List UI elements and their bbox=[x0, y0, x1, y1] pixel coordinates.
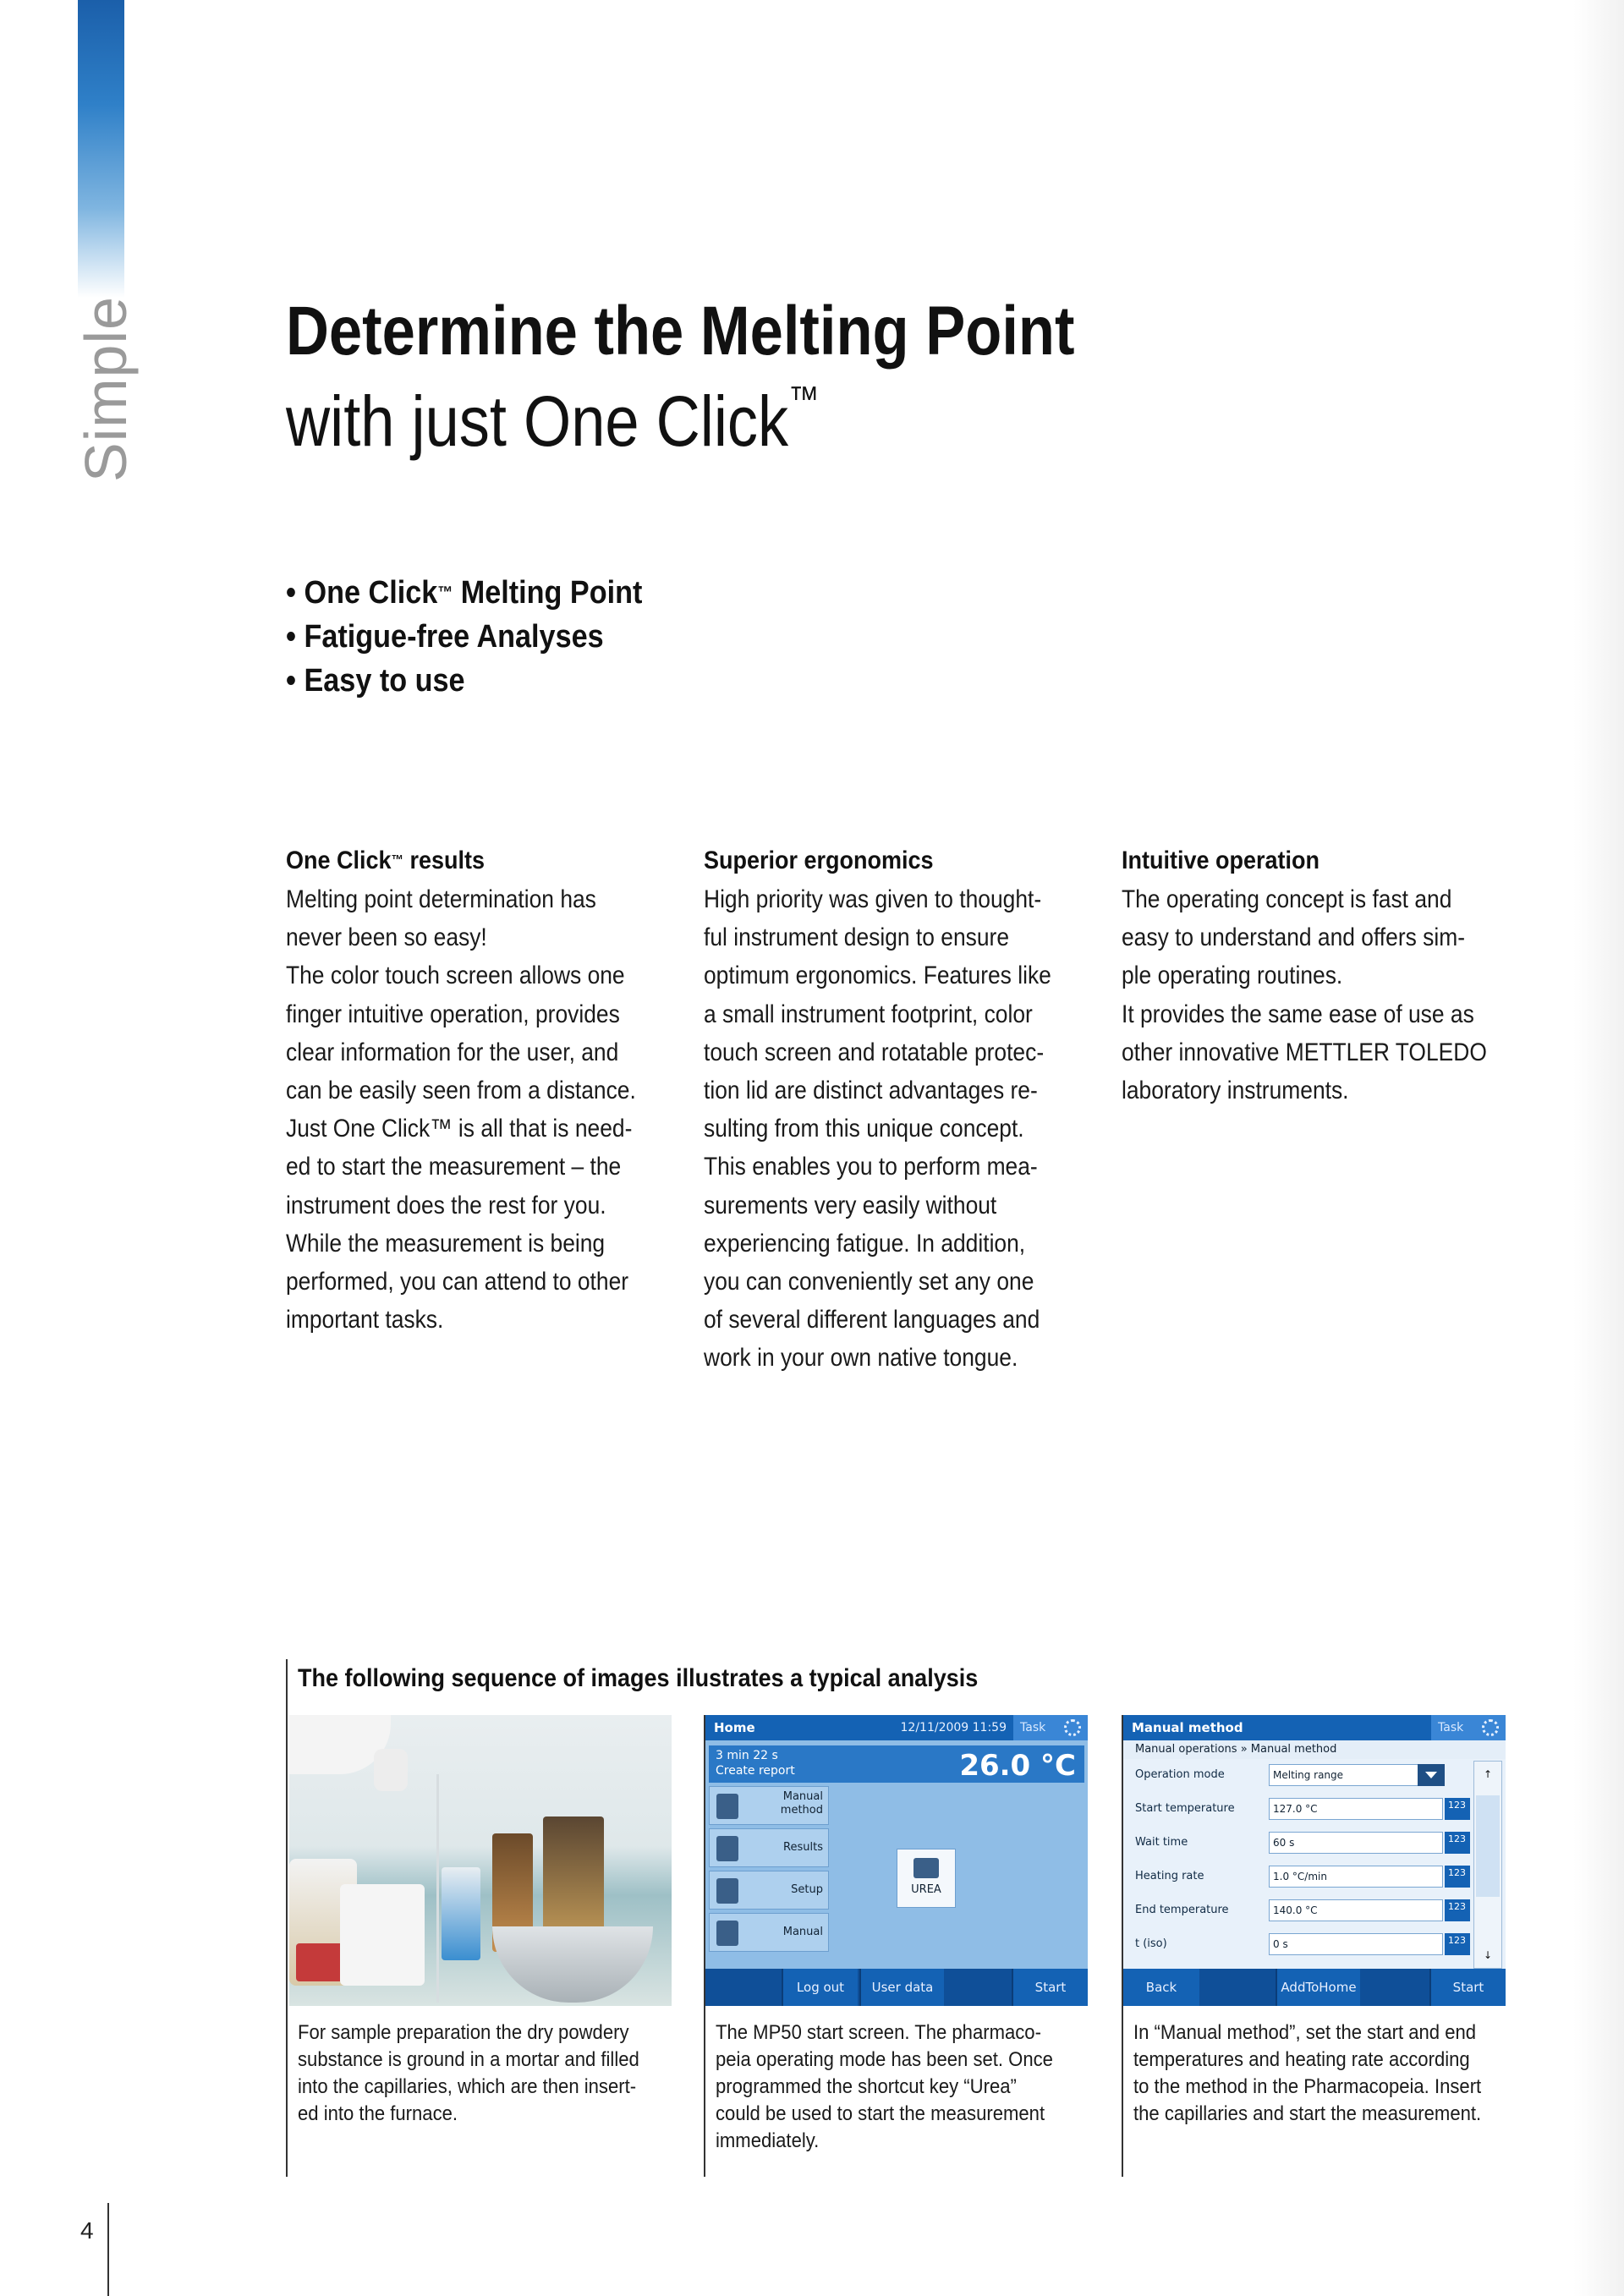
start-button[interactable]: Start bbox=[1429, 1969, 1506, 2006]
field-label: t (iso) bbox=[1135, 1937, 1167, 1950]
task-label: Task bbox=[1020, 1721, 1046, 1734]
heating-rate-field[interactable]: 1.0 °C/min bbox=[1269, 1866, 1443, 1888]
breadcrumb: Manual operations » Manual method bbox=[1123, 1740, 1506, 1759]
numeric-keypad-icon[interactable]: 123 bbox=[1445, 1899, 1470, 1921]
setup-icon bbox=[716, 1878, 738, 1904]
feature-bullets bbox=[286, 571, 682, 703]
gear-icon bbox=[1064, 1719, 1081, 1736]
task-button[interactable] bbox=[1431, 1715, 1506, 1740]
button-label: Results bbox=[783, 1841, 823, 1854]
blue-vial-shape bbox=[442, 1867, 480, 1960]
t-iso-field[interactable]: 0 s bbox=[1269, 1933, 1443, 1955]
back-button[interactable]: Back bbox=[1123, 1969, 1199, 2006]
field-label: End temperature bbox=[1135, 1904, 1229, 1916]
logout-button[interactable]: Log out bbox=[782, 1969, 858, 2006]
field-label: Start temperature bbox=[1135, 1802, 1235, 1815]
subtitle-text: with just One Click bbox=[286, 381, 789, 461]
start-temperature-field[interactable]: 127.0 °C bbox=[1269, 1798, 1443, 1820]
button-label: Manual method bbox=[780, 1790, 823, 1817]
scrollbar[interactable] bbox=[1473, 1761, 1502, 1969]
glove-fingers-shape bbox=[374, 1749, 408, 1791]
end-temperature-field[interactable]: 140.0 °C bbox=[1269, 1899, 1443, 1921]
field-label: Wait time bbox=[1135, 1836, 1188, 1849]
user-data-button[interactable]: User data bbox=[859, 1969, 944, 2006]
column-intuitive-operation bbox=[1122, 841, 1506, 1110]
setup-button[interactable] bbox=[709, 1871, 829, 1910]
trademark-sign: ™ bbox=[788, 379, 820, 419]
column-heading: Intuitive operation bbox=[1122, 847, 1320, 874]
page-subtitle bbox=[286, 381, 819, 463]
trademark-sign: ™ bbox=[437, 584, 453, 602]
task-button[interactable] bbox=[1013, 1715, 1088, 1740]
screen-footer bbox=[705, 1969, 1088, 2006]
add-to-home-button[interactable]: AddToHome bbox=[1276, 1969, 1360, 2006]
t-iso-row bbox=[1127, 1930, 1477, 1959]
screen-title: Home bbox=[714, 1720, 755, 1735]
results-icon bbox=[716, 1836, 738, 1861]
bullet-item bbox=[286, 659, 642, 703]
bullet-item bbox=[286, 615, 642, 659]
wait-time-field[interactable]: 60 s bbox=[1269, 1832, 1443, 1854]
caption-sample-preparation: For sample preparation the dry powdery substance is ground in a mortar and filled into the capillaries, which are then insert- ed into the furnace. bbox=[298, 2021, 639, 2125]
trademark-sign: ™ bbox=[391, 853, 403, 868]
page-edge-shade bbox=[1573, 0, 1624, 2296]
column-body: Melting point determination has never been so easy! The color touch screen allows one finger intuitive operation, provides clear information for the user, and can be easily seen from a distance. Just One Click™ is all that is need- ed to start the measurement – the instrument does the rest for you. While the measurement is being performed, you can attend to other important tasks. bbox=[286, 885, 636, 1334]
manual-button[interactable] bbox=[709, 1913, 829, 1952]
sequence-rule-1 bbox=[286, 1659, 288, 2177]
button-label: Setup bbox=[791, 1883, 823, 1896]
mortar-shape bbox=[492, 1926, 653, 2003]
start-temperature-row bbox=[1127, 1795, 1477, 1823]
bullet-text: • Fatigue-free Analyses bbox=[286, 619, 604, 655]
bullet-text: • One Click bbox=[286, 575, 438, 611]
column-body: The operating concept is fast and easy to understand and offers sim- ple operating routines. It provides the same ease of use as other innovative METTLER TOLEDO laboratory instruments. bbox=[1122, 885, 1487, 1105]
numeric-keypad-icon[interactable]: 123 bbox=[1445, 1832, 1470, 1854]
white-jar-shape bbox=[340, 1884, 425, 1986]
wait-time-row bbox=[1127, 1828, 1477, 1857]
numeric-keypad-icon[interactable]: 123 bbox=[1445, 1933, 1470, 1955]
scroll-thumb[interactable] bbox=[1476, 1795, 1500, 1897]
column-body: High priority was given to thought- ful instrument design to ensure optimum ergonomics. Features like a small instrument footprint, color touch screen and rotatable protec- tion lid are distinct advantages re- sulting from this unique concept. This enables you to perform mea- surements very easily without experiencing fatigue. In addition, you can conveniently set any one of several different languages and work in your own native tongue. bbox=[704, 885, 1051, 1373]
end-temperature-row bbox=[1127, 1896, 1477, 1925]
status-action: Create report bbox=[716, 1764, 795, 1778]
manual-method-icon bbox=[716, 1794, 738, 1819]
column-heading: Superior ergonomics bbox=[704, 847, 934, 874]
bullet-text-rest: Melting Point bbox=[453, 575, 643, 611]
start-button[interactable]: Start bbox=[1012, 1969, 1088, 2006]
heating-rate-row bbox=[1127, 1862, 1477, 1891]
numeric-keypad-icon[interactable]: 123 bbox=[1445, 1866, 1470, 1888]
bullet-text: • Easy to use bbox=[286, 663, 465, 699]
scroll-down-icon[interactable]: ↓ bbox=[1483, 1949, 1493, 1961]
brand-color-bar bbox=[78, 0, 124, 298]
sequence-title: The following sequence of images illustrates a typical analysis bbox=[298, 1664, 979, 1692]
screen-footer bbox=[1123, 1969, 1506, 2006]
chevron-down-icon[interactable] bbox=[1418, 1764, 1445, 1786]
caption-manual-method: In “Manual method”, set the start and end temperatures and heating rate according to the method in the Pharmacopeia. Insert the capillaries and start the measurement. bbox=[1133, 2021, 1482, 2125]
field-label: Heating rate bbox=[1135, 1870, 1204, 1882]
screen-datetime: 12/11/2009 11:59 bbox=[900, 1721, 1007, 1734]
heading-text: One Click bbox=[286, 847, 392, 874]
screen-title: Manual method bbox=[1132, 1720, 1243, 1735]
column-one-click-results bbox=[286, 841, 671, 1339]
home-screen bbox=[705, 1715, 1088, 2006]
status-time: 3 min 22 s bbox=[716, 1749, 778, 1762]
status-box bbox=[709, 1745, 1084, 1783]
shortcut-icon bbox=[914, 1858, 939, 1878]
page-number-rule bbox=[107, 2203, 109, 2296]
field-label: Operation mode bbox=[1135, 1768, 1225, 1781]
scroll-up-icon[interactable]: ↑ bbox=[1483, 1768, 1493, 1780]
numeric-keypad-icon[interactable]: 123 bbox=[1445, 1798, 1470, 1820]
hand-icon bbox=[716, 1921, 738, 1946]
capillary-shape bbox=[436, 1774, 439, 2003]
task-label: Task bbox=[1438, 1721, 1464, 1734]
button-label: Manual bbox=[782, 1926, 823, 1938]
side-label: Simple bbox=[73, 296, 139, 482]
page-title: Determine the Melting Point bbox=[286, 293, 1075, 370]
manual-method-screen bbox=[1123, 1715, 1506, 2006]
bullet-item bbox=[286, 571, 642, 615]
manual-method-button[interactable] bbox=[709, 1786, 829, 1825]
column-heading bbox=[286, 841, 633, 880]
temperature-readout: 26.0 °C bbox=[959, 1749, 1076, 1783]
operation-mode-select[interactable]: Melting range bbox=[1269, 1764, 1443, 1786]
heading-text-rest: results bbox=[403, 847, 485, 874]
column-superior-ergonomics bbox=[704, 841, 1089, 1378]
sample-preparation-photo bbox=[289, 1715, 672, 2006]
urea-shortcut-button[interactable] bbox=[897, 1849, 956, 1908]
caption-start-screen: The MP50 start screen. The pharmaco- peia operating mode has been set. Once programmed the shortcut key “Urea” could be used to start the measurement immediately. bbox=[716, 2021, 1053, 2152]
shortcut-label: UREA bbox=[911, 1883, 941, 1896]
operation-mode-row bbox=[1127, 1761, 1477, 1789]
results-button[interactable] bbox=[709, 1828, 829, 1867]
page-number: 4 bbox=[80, 2217, 94, 2244]
gear-icon bbox=[1482, 1719, 1499, 1736]
